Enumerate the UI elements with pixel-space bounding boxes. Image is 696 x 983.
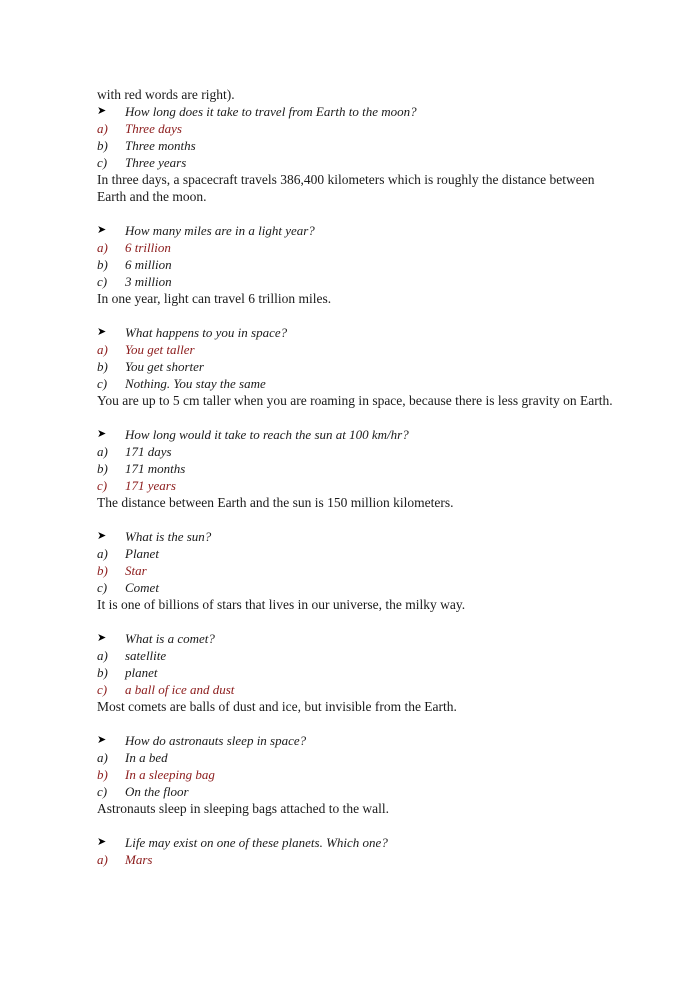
arrowhead-bullet-icon: ➤: [97, 632, 107, 644]
option-text: 171 years: [125, 478, 176, 493]
option-letter: c): [97, 784, 108, 799]
option-letter: a): [97, 240, 108, 255]
option-letter: c): [97, 580, 108, 595]
answer-option: [97, 783, 627, 800]
option-letter: a): [97, 648, 108, 663]
quiz-question-block: [97, 834, 627, 868]
option-text: satellite: [125, 648, 167, 663]
quiz-question-block: [97, 630, 627, 715]
option-text: You get taller: [125, 342, 195, 357]
explanation-text: Astronauts sleep in sleeping bags attached to the wall.: [97, 801, 390, 816]
question-line: [97, 528, 627, 545]
question-text: What is the sun?: [125, 529, 212, 544]
option-text: 171 months: [125, 461, 186, 476]
option-letter: c): [97, 376, 108, 391]
question-line: [97, 324, 627, 341]
question-text: How long would it take to reach the sun at 100 km/hr?: [125, 427, 409, 442]
option-text: Three years: [125, 155, 187, 170]
arrowhead-bullet-icon: ➤: [97, 836, 107, 848]
option-letter: c): [97, 155, 108, 170]
option-text: a ball of ice and dust: [125, 682, 235, 697]
option-text: Nothing. You stay the same: [125, 376, 266, 391]
option-letter: a): [97, 444, 108, 459]
option-text: On the floor: [125, 784, 189, 799]
question-line: [97, 426, 627, 443]
quiz-question-block: [97, 426, 627, 511]
explanation-text: In one year, light can travel 6 trillion miles.: [97, 291, 332, 306]
answer-option-correct: [97, 341, 627, 358]
question-text: Life may exist on one of these planets. Which one?: [125, 835, 388, 850]
answer-option: [97, 256, 627, 273]
answer-option: [97, 460, 627, 477]
quiz-question-block: [97, 324, 627, 409]
question-line: [97, 630, 627, 647]
answer-option: [97, 664, 627, 681]
explanation-text: The distance between Earth and the sun is 150 million kilometers.: [97, 495, 454, 510]
answer-option: [97, 358, 627, 375]
option-text: Planet: [125, 546, 159, 561]
answer-option: [97, 273, 627, 290]
quiz-question-block: [97, 732, 627, 817]
option-text: 6 million: [125, 257, 172, 272]
option-text: In a bed: [125, 750, 168, 765]
option-letter: b): [97, 138, 108, 153]
answer-option-correct: [97, 477, 627, 494]
option-letter: b): [97, 461, 108, 476]
option-letter: a): [97, 342, 108, 357]
answer-option-correct: [97, 239, 627, 256]
explanation-text: You are up to 5 cm taller when you are roaming in space, because there is less gravity on Earth.: [97, 393, 613, 408]
question-line: [97, 103, 627, 120]
option-text: Star: [125, 563, 147, 578]
arrowhead-bullet-icon: ➤: [97, 224, 107, 236]
answer-option: [97, 749, 627, 766]
answer-option: [97, 443, 627, 460]
question-text: How do astronauts sleep in space?: [125, 733, 307, 748]
option-text: Three days: [125, 121, 182, 136]
option-letter: b): [97, 257, 108, 272]
option-text: 3 million: [125, 274, 172, 289]
option-text: Comet: [125, 580, 159, 595]
question-text: How many miles are in a light year?: [125, 223, 315, 238]
option-letter: c): [97, 274, 108, 289]
answer-option: [97, 154, 627, 171]
arrowhead-bullet-icon: ➤: [97, 734, 107, 746]
option-text: planet: [125, 665, 158, 680]
option-letter: b): [97, 563, 108, 578]
answer-option-correct: [97, 120, 627, 137]
option-text: 6 trillion: [125, 240, 171, 255]
question-text: How long does it take to travel from Earth to the moon?: [125, 104, 417, 119]
explanation-text: Most comets are balls of dust and ice, but invisible from the Earth.: [97, 699, 457, 714]
intro-text: with red words are right).: [97, 87, 235, 102]
quiz-question-block: [97, 103, 627, 205]
answer-option: [97, 545, 627, 562]
option-text: You get shorter: [125, 359, 204, 374]
question-text: What is a comet?: [125, 631, 215, 646]
answer-option: [97, 375, 627, 392]
quiz-question-block: [97, 528, 627, 613]
answer-option: [97, 137, 627, 154]
option-letter: b): [97, 359, 108, 374]
answer-option-correct: [97, 562, 627, 579]
option-text: Mars: [125, 852, 153, 867]
arrowhead-bullet-icon: ➤: [97, 105, 107, 117]
option-letter: a): [97, 121, 108, 136]
option-text: 171 days: [125, 444, 172, 459]
answer-option-correct: [97, 681, 627, 698]
arrowhead-bullet-icon: ➤: [97, 326, 107, 338]
arrowhead-bullet-icon: ➤: [97, 428, 107, 440]
option-text: Three months: [125, 138, 196, 153]
option-letter: a): [97, 750, 108, 765]
question-line: [97, 732, 627, 749]
question-line: [97, 222, 627, 239]
question-text: What happens to you in space?: [125, 325, 288, 340]
answer-option: [97, 579, 627, 596]
option-text: In a sleeping bag: [125, 767, 215, 782]
question-line: [97, 834, 627, 851]
answer-option-correct: [97, 766, 627, 783]
explanation-text: In three days, a spacecraft travels 386,400 kilometers which is roughly the distance between Earth and the moon.: [97, 172, 595, 204]
option-letter: a): [97, 852, 108, 867]
answer-option: [97, 647, 627, 664]
quiz-question-block: [97, 222, 627, 307]
answer-option-correct: [97, 851, 627, 868]
explanation-text: It is one of billions of stars that lives in our universe, the milky way.: [97, 597, 466, 612]
option-letter: c): [97, 478, 108, 493]
option-letter: a): [97, 546, 108, 561]
option-letter: c): [97, 682, 108, 697]
option-letter: b): [97, 767, 108, 782]
option-letter: b): [97, 665, 108, 680]
quiz-content: [97, 86, 627, 868]
arrowhead-bullet-icon: ➤: [97, 530, 107, 542]
